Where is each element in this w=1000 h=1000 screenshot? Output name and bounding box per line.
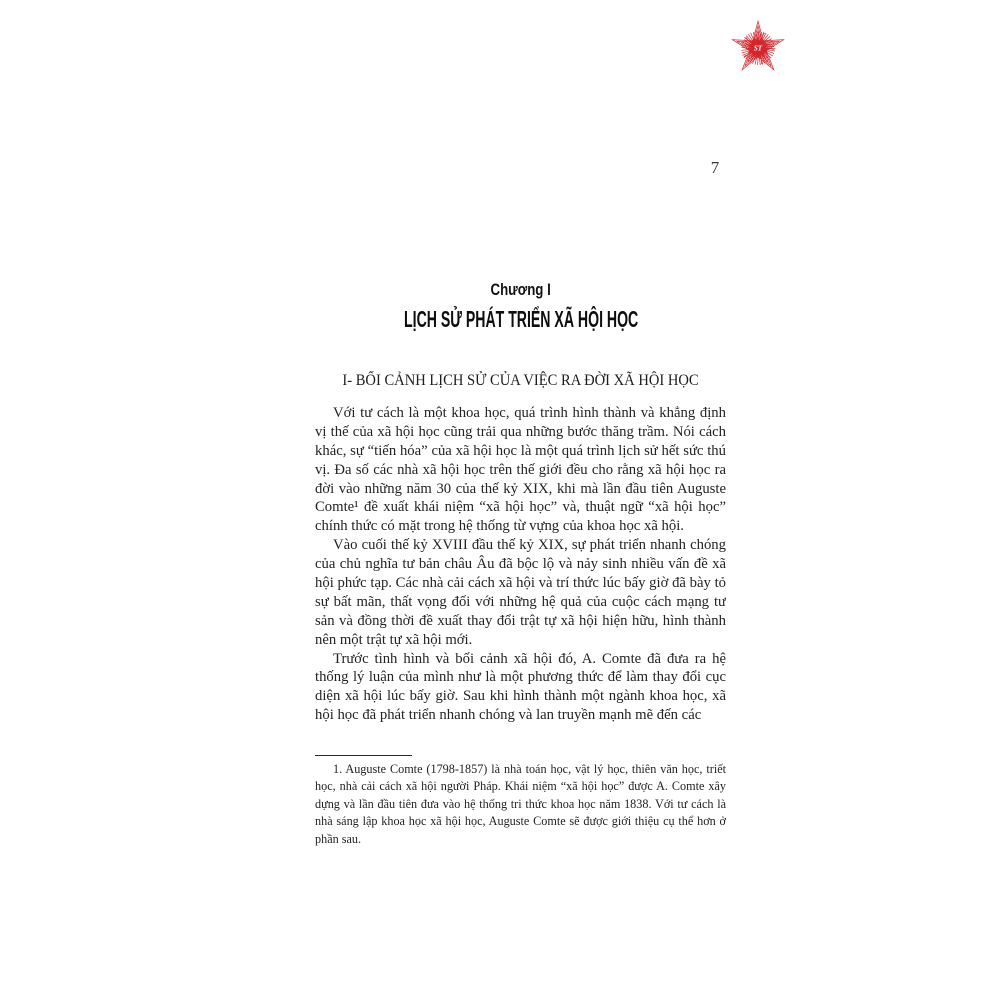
page-number: 7 bbox=[710, 158, 720, 177]
chapter-title: LỊCH SỬ PHÁT TRIỂN XÃ HỘI HỌC bbox=[403, 306, 639, 332]
paragraph bbox=[315, 404, 726, 536]
text-line: chính thức có mặt trong hệ thống từ vựng của khoa học xã hội. bbox=[315, 518, 684, 535]
footnote bbox=[315, 761, 726, 848]
text-line: đời vào những năm 30 của thế kỷ XIX, khi mà lần đầu tiên Auguste bbox=[315, 480, 726, 497]
text-line: thống lý luận của mình như là một phương thức để làm thay đổi cục bbox=[315, 669, 726, 686]
text-line: khác, sự “tiến hóa” của xã hội học là một quá trình lịch sử hết sức thú bbox=[315, 442, 726, 459]
text-line: học, nhà cải cách xã hội người Pháp. Khái niệm “xã hội học” được A. Comte xây bbox=[315, 779, 726, 794]
text-line: phần sau. bbox=[315, 831, 362, 846]
section-heading: I- BỐI CẢNH LỊCH SỬ CỦA VIỆC RA ĐỜI XÃ HỘI HỌC bbox=[342, 372, 700, 389]
text-line: của chủ nghĩa tư bản châu Âu đã bộc lộ và nảy sinh nhiều vấn đề xã bbox=[315, 556, 726, 573]
text-line: dựng và lần đầu tiên đưa vào hệ thống tri thức khoa học năm 1838. Với tư cách là bbox=[315, 796, 726, 811]
text-line: sản và đồng thời đề xuất thay đổi trật tự xã hội hiện hữu, hình thành bbox=[315, 612, 726, 629]
text-line: sự bất mãn, thất vọng đối với những hệ quả của cuộc cách mạng tư bbox=[315, 593, 726, 610]
footnote-paragraph bbox=[315, 761, 726, 848]
text-line: Với tư cách là một khoa học, quá trình hình thành và khẳng định bbox=[333, 405, 726, 421]
text-line: 1. Auguste Comte (1798-1857) là nhà toán học, vật lý học, thiên văn học, triết bbox=[333, 762, 726, 776]
paragraph bbox=[315, 650, 726, 726]
chapter-kicker: Chương I bbox=[490, 280, 552, 299]
footnote-divider bbox=[315, 755, 412, 756]
text-line: Trước tình hình và bối cảnh xã hội đó, A. Comte đã đưa ra hệ bbox=[333, 650, 726, 667]
text-line: diện xã hội lúc bấy giờ. Sau khi hình thành một ngành khoa học, xã bbox=[315, 688, 726, 705]
text-line: vị thế của xã hội học cũng trải qua những bước thăng trầm. Nói cách bbox=[315, 423, 726, 440]
text-line: vị. Đa số các nhà xã hội học trên thế giới đều cho rằng xã hội học ra bbox=[315, 461, 726, 478]
text-line: nhà sáng lập khoa học xã hội học, Auguste Comte sẽ được giới thiệu cụ thể hơn ở bbox=[315, 814, 726, 829]
paragraph bbox=[315, 536, 726, 649]
logo-monogram: ST bbox=[753, 44, 763, 53]
publisher-star-logo-icon bbox=[726, 16, 790, 80]
text-line: hội phức tạp. Các nhà cải cách xã hội và trí thức lúc bấy giờ đã bày tỏ bbox=[315, 575, 726, 592]
text-line: nên một trật tự xã hội mới. bbox=[315, 631, 473, 648]
text-line: Vào cuối thế kỷ XVIII đầu thế kỷ XIX, sự phát triển nhanh chóng bbox=[333, 537, 726, 554]
text-line: Comte¹ đề xuất khái niệm “xã hội học” và, thuật ngữ “xã hội học” bbox=[315, 499, 726, 516]
body-text bbox=[315, 404, 726, 725]
text-line: hội học đã phát triển nhanh chóng và lan truyền mạnh mẽ đến các bbox=[315, 707, 702, 724]
